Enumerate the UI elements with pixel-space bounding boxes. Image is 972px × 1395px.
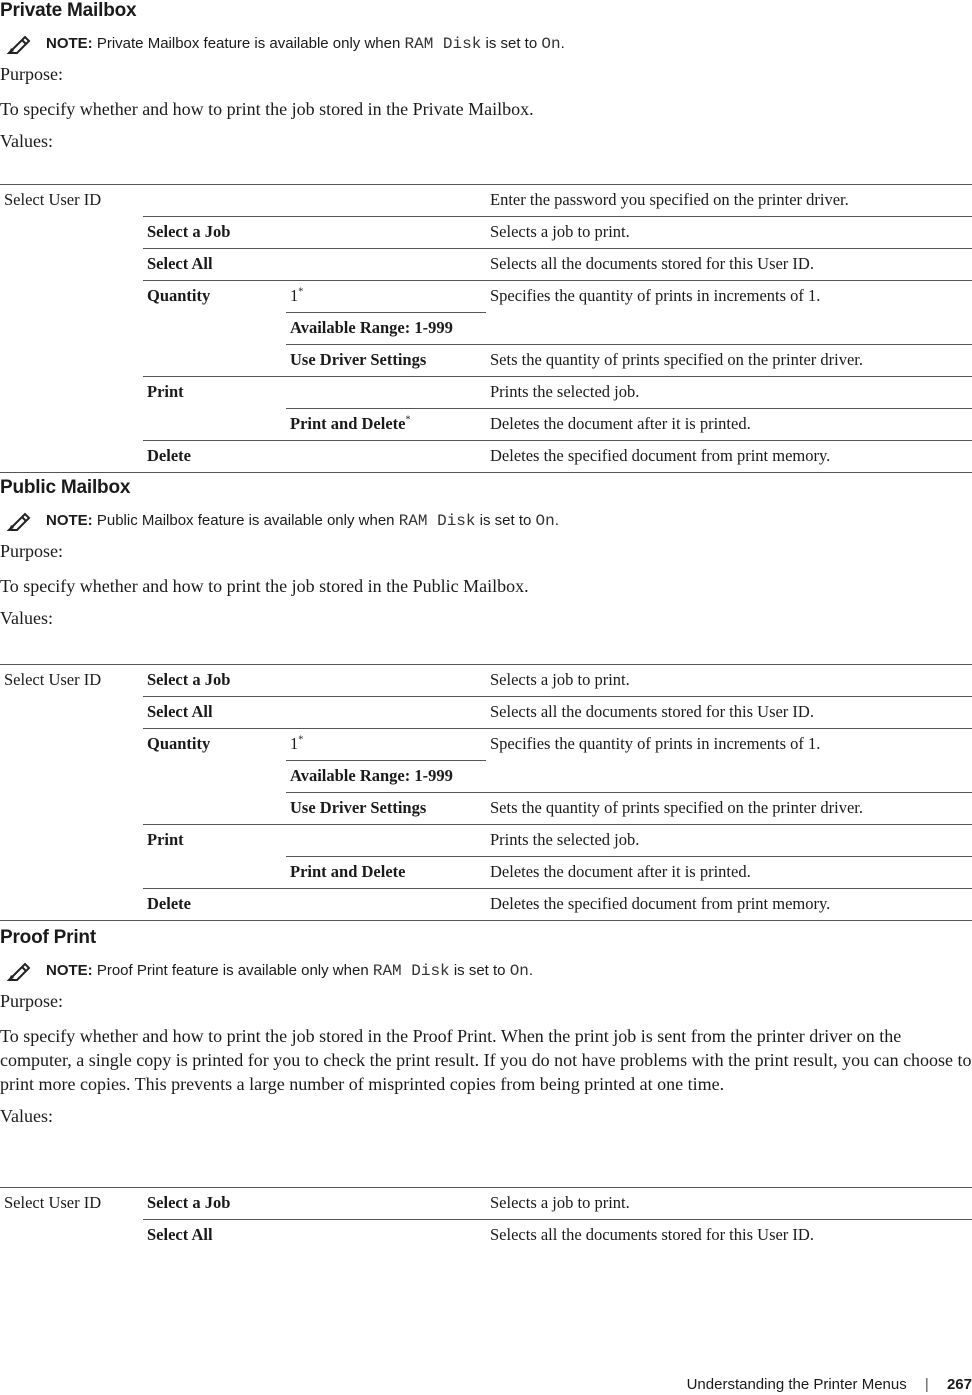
note-label: NOTE: <box>46 962 93 979</box>
note-text: Proof Print feature is available only when <box>96 962 369 979</box>
private-mailbox-section <box>0 0 972 152</box>
table-row <box>0 281 972 313</box>
proof-values-table <box>0 1187 972 1251</box>
note <box>0 34 972 54</box>
cell: Deletes the document after it is printed. <box>486 409 972 441</box>
cell <box>286 729 486 761</box>
cell: Print <box>143 825 286 857</box>
note <box>0 511 972 531</box>
cell: Use Driver Settings <box>286 345 486 377</box>
values-label: Values: <box>0 131 53 151</box>
purpose-text: To specify whether and how to print the job stored in the Proof Print. When the print job is sent from the printer driver on the computer, a single copy is printed for you to check the print result. If you do not have problems with the print result, you can choose to print more copies. This prevents a large number of misprinted copies from being printed at one time. <box>0 1026 972 1094</box>
cell-value: 1 <box>290 286 299 305</box>
cell: Specifies the quantity of prints in increments of 1. <box>486 729 972 761</box>
cell-value: 1 <box>290 734 299 753</box>
cell: Print and Delete <box>286 857 486 889</box>
table-row <box>0 217 972 249</box>
cell: Enter the password you specified on the printer driver. <box>486 185 972 217</box>
note-code: RAM Disk <box>398 512 476 530</box>
cell: Selects a job to print. <box>486 217 972 249</box>
section-heading: Private Mailbox <box>0 0 137 21</box>
cell: Selects all the documents stored for this User ID. <box>486 697 972 729</box>
table-row <box>0 793 972 825</box>
note-code: RAM Disk <box>404 35 482 53</box>
table-row <box>0 825 972 857</box>
table-row <box>0 697 972 729</box>
cell: Selects all the documents stored for this User ID. <box>486 249 972 281</box>
note-code: On <box>541 35 561 53</box>
note-pencil-icon <box>6 961 32 989</box>
cell: Deletes the specified document from print memory. <box>486 441 972 473</box>
table-row <box>0 185 972 217</box>
table-row <box>0 1220 972 1252</box>
cell: Use Driver Settings <box>286 793 486 825</box>
table-row <box>0 857 972 889</box>
cell: Quantity <box>143 729 286 761</box>
table-row <box>0 761 972 793</box>
default-marker: * <box>298 286 304 298</box>
cell <box>286 281 486 313</box>
note-period: . <box>528 962 534 979</box>
table-row <box>0 889 972 921</box>
cell: Available Range: 1-999 <box>286 313 486 345</box>
cell: Prints the selected job. <box>486 825 972 857</box>
note-text: is set to <box>485 35 538 52</box>
cell: Sets the quantity of prints specified on the printer driver. <box>486 345 972 377</box>
cell: Deletes the specified document from print memory. <box>486 889 972 921</box>
note-period: . <box>554 512 559 529</box>
note-pencil-icon <box>6 511 32 539</box>
note-label: NOTE: <box>46 512 93 529</box>
purpose-label: Purpose: <box>0 64 63 84</box>
note-text: Private Mailbox feature is available only when <box>96 35 401 52</box>
cell: Sets the quantity of prints specified on the printer driver. <box>486 793 972 825</box>
note-text: Public Mailbox feature is available only when <box>96 512 395 529</box>
section-heading: Proof Print <box>0 927 96 948</box>
cell: Selects a job to print. <box>486 665 972 697</box>
purpose-label: Purpose: <box>0 991 63 1011</box>
page-number: 267 <box>946 1376 972 1393</box>
cell: Specifies the quantity of prints in increments of 1. <box>486 281 972 313</box>
table-row <box>0 1188 972 1220</box>
cell: Delete <box>143 441 286 473</box>
cell: Selects all the documents stored for this User ID. <box>486 1220 972 1252</box>
note <box>0 961 972 981</box>
proof-print-section <box>0 927 972 1127</box>
table-row <box>0 249 972 281</box>
cell: Selects a job to print. <box>486 1188 972 1220</box>
page-footer <box>687 1376 972 1393</box>
cell: Select User ID <box>0 185 143 217</box>
values-label: Values: <box>0 608 53 628</box>
footer-title: Understanding the Printer Menus <box>686 1376 907 1393</box>
cell: Select a Job <box>143 217 286 249</box>
note-text: is set to <box>479 512 532 529</box>
purpose-text: To specify whether and how to print the job stored in the Private Mailbox. <box>0 99 534 119</box>
public-mailbox-section <box>0 477 972 629</box>
purpose-label: Purpose: <box>0 541 63 561</box>
table-row <box>0 313 972 345</box>
cell: Select All <box>143 249 286 281</box>
cell: Available Range: 1-999 <box>286 761 486 793</box>
cell: Print <box>143 377 286 409</box>
table-row <box>0 441 972 473</box>
note-code: On <box>509 962 529 980</box>
cell: Delete <box>143 889 286 921</box>
private-values-table <box>0 184 972 473</box>
cell: Select User ID <box>0 1188 143 1220</box>
cell: Select All <box>143 1220 286 1252</box>
cell: Prints the selected job. <box>486 377 972 409</box>
cell-value: Print and Delete <box>290 414 406 433</box>
table-row <box>0 665 972 697</box>
note-code: On <box>535 512 555 530</box>
table-row <box>0 409 972 441</box>
note-period: . <box>560 35 565 52</box>
section-heading: Public Mailbox <box>0 477 131 498</box>
note-pencil-icon <box>6 34 32 62</box>
note-code: RAM Disk <box>372 962 450 980</box>
note-label: NOTE: <box>46 35 93 52</box>
cell: Select All <box>143 697 286 729</box>
cell: Select a Job <box>143 1188 286 1220</box>
cell <box>286 409 486 441</box>
cell: Deletes the document after it is printed. <box>486 857 972 889</box>
default-marker: * <box>298 734 304 746</box>
footer-separator: | <box>924 1376 929 1393</box>
note-text: is set to <box>453 962 506 979</box>
table-row <box>0 729 972 761</box>
public-values-table <box>0 664 972 921</box>
table-row <box>0 345 972 377</box>
cell: Quantity <box>143 281 286 313</box>
table-row <box>0 377 972 409</box>
default-marker: * <box>405 414 411 426</box>
purpose-text: To specify whether and how to print the job stored in the Public Mailbox. <box>0 576 529 596</box>
values-label: Values: <box>0 1106 53 1126</box>
cell: Select User ID <box>0 665 143 697</box>
cell: Select a Job <box>143 665 286 697</box>
